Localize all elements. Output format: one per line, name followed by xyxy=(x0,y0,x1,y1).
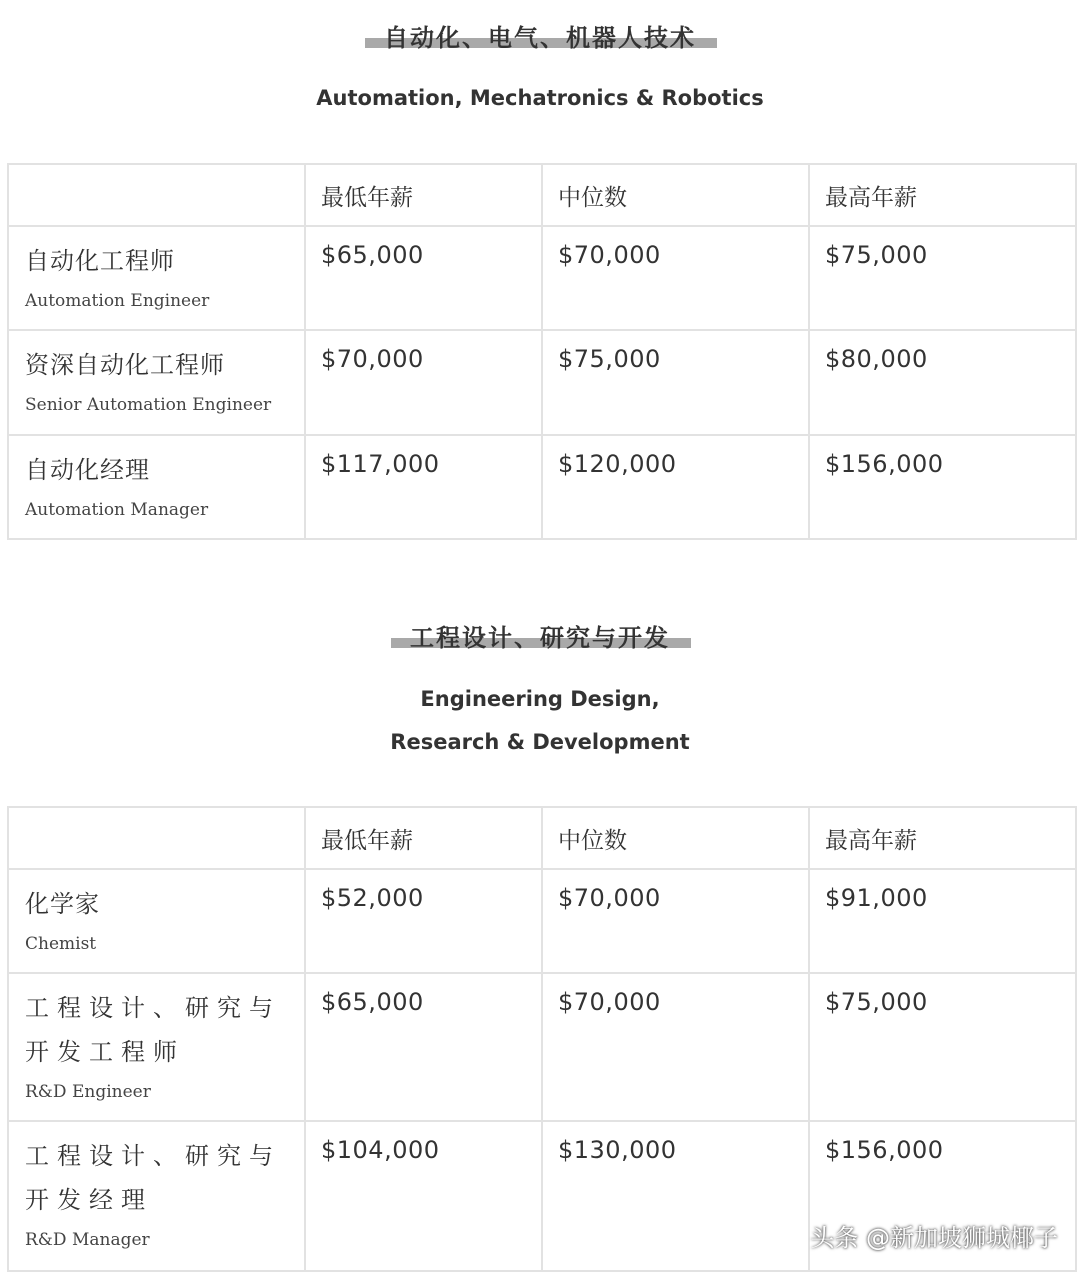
section-1-title-cn: 自动化、电气、机器人技术 xyxy=(384,24,696,52)
section-2-title-cn: 工程设计、研究与开发 xyxy=(410,624,670,652)
section-2-salary-table xyxy=(7,806,1077,1272)
role-name-cn: 工程设计、研究与开发工程师 xyxy=(25,994,281,1066)
role-name-en: Automation Manager xyxy=(25,500,209,520)
median-salary: $70,000 xyxy=(542,869,809,973)
table-header-row xyxy=(8,164,1076,226)
section-1-title-en-line: Automation, Mechatronics & Robotics xyxy=(316,86,764,110)
header-cell-empty xyxy=(8,164,305,226)
min-salary: $70,000 xyxy=(305,330,542,435)
role-cell xyxy=(8,435,305,539)
table-header-row xyxy=(8,807,1076,869)
table-row xyxy=(8,973,1076,1121)
table-row xyxy=(8,435,1076,539)
table-row xyxy=(8,226,1076,330)
min-salary: $104,000 xyxy=(305,1121,542,1271)
section-1-salary-table xyxy=(7,163,1077,540)
role-name-en: Automation Engineer xyxy=(25,291,210,311)
section-1-title-en xyxy=(0,77,1080,120)
role-name-en: Chemist xyxy=(25,934,97,954)
header-cell-min: 最低年薪 xyxy=(305,164,542,226)
min-salary: $65,000 xyxy=(305,973,542,1121)
max-salary: $156,000 xyxy=(809,435,1076,539)
role-name-cn: 化学家 xyxy=(25,890,100,918)
min-salary: $65,000 xyxy=(305,226,542,330)
header-cell-max: 最高年薪 xyxy=(809,807,1076,869)
header-cell-median: 中位数 xyxy=(542,807,809,869)
role-cell xyxy=(8,973,305,1121)
header-cell-empty xyxy=(8,807,305,869)
max-salary: $75,000 xyxy=(809,226,1076,330)
max-salary: $75,000 xyxy=(809,973,1076,1121)
table-row xyxy=(8,869,1076,973)
role-name-en: Senior Automation Engineer xyxy=(25,395,272,415)
section-2-title-en xyxy=(0,678,1080,764)
section-2-title-en-line-2: Research & Development xyxy=(390,730,690,754)
role-name-cn: 自动化工程师 xyxy=(25,247,175,275)
median-salary: $70,000 xyxy=(542,973,809,1121)
role-name-en: R&D Engineer xyxy=(25,1082,151,1102)
max-salary: $156,000 xyxy=(809,1121,1076,1271)
role-cell xyxy=(8,1121,305,1271)
median-salary: $130,000 xyxy=(542,1121,809,1271)
section-2-title-en-line-1: Engineering Design, xyxy=(420,687,660,711)
max-salary: $80,000 xyxy=(809,330,1076,435)
role-name-en: R&D Manager xyxy=(25,1230,150,1250)
median-salary: $70,000 xyxy=(542,226,809,330)
median-salary: $75,000 xyxy=(542,330,809,435)
table-row xyxy=(8,330,1076,435)
role-cell xyxy=(8,330,305,435)
max-salary: $91,000 xyxy=(809,869,1076,973)
role-name-cn: 自动化经理 xyxy=(25,456,150,484)
role-cell xyxy=(8,869,305,973)
header-cell-median: 中位数 xyxy=(542,164,809,226)
header-cell-min: 最低年薪 xyxy=(305,807,542,869)
min-salary: $52,000 xyxy=(305,869,542,973)
header-cell-max: 最高年薪 xyxy=(809,164,1076,226)
role-cell xyxy=(8,226,305,330)
role-name-cn: 工程设计、研究与开发经理 xyxy=(25,1142,281,1214)
min-salary: $117,000 xyxy=(305,435,542,539)
role-name-cn: 资深自动化工程师 xyxy=(25,351,225,379)
watermark: 头条 @新加坡狮城椰子 xyxy=(810,1224,1058,1252)
median-salary: $120,000 xyxy=(542,435,809,539)
